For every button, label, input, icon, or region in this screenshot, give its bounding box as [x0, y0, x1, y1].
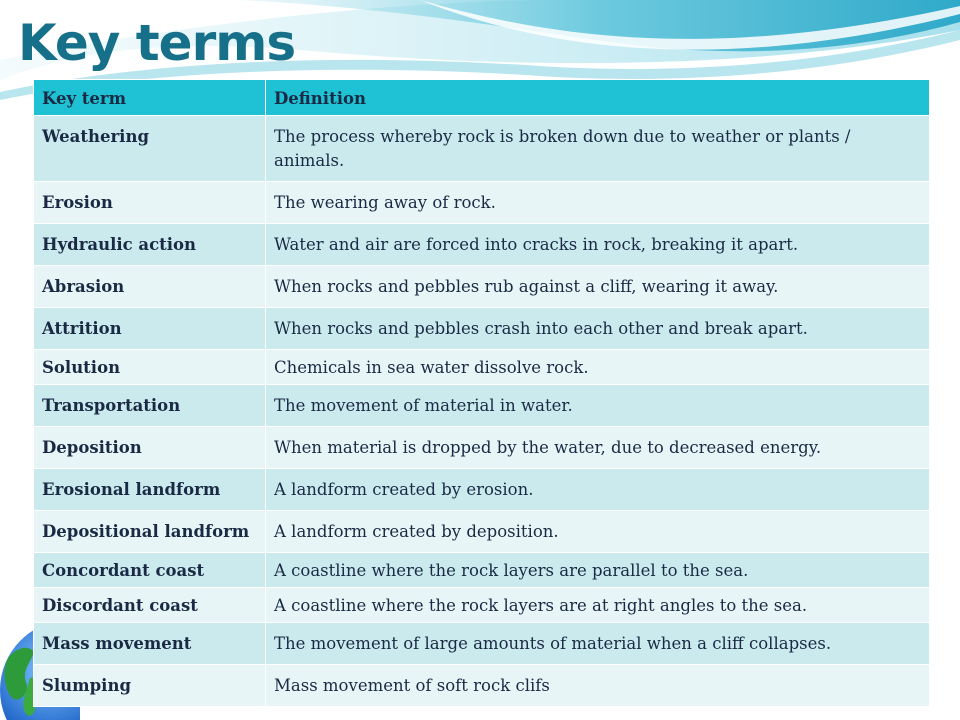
table-row: [34, 553, 930, 588]
definition-cell: Chemicals in sea water dissolve rock.: [266, 350, 930, 385]
term-cell: Weathering: [34, 116, 266, 182]
table-row: [34, 116, 930, 182]
definition-cell: A landform created by erosion.: [266, 469, 930, 511]
definition-cell: When rocks and pebbles rub against a cliff, wearing it away.: [266, 266, 930, 308]
table-row: [34, 623, 930, 665]
table-row: [34, 266, 930, 308]
table-row: [34, 224, 930, 266]
term-cell: Deposition: [34, 427, 266, 469]
term-cell: Depositional landform: [34, 511, 266, 553]
term-cell: Attrition: [34, 308, 266, 350]
term-cell: Mass movement: [34, 623, 266, 665]
definition-cell: Mass movement of soft rock clifs: [266, 665, 930, 707]
table-row: [34, 427, 930, 469]
definition-cell: When rocks and pebbles crash into each other and break apart.: [266, 308, 930, 350]
column-header-definition: Definition: [266, 80, 930, 116]
term-cell: Solution: [34, 350, 266, 385]
definition-cell: A landform created by deposition.: [266, 511, 930, 553]
table-row: [34, 469, 930, 511]
term-cell: Erosion: [34, 182, 266, 224]
key-terms-table: [33, 79, 930, 707]
table-row: [34, 665, 930, 707]
table-row: [34, 182, 930, 224]
term-cell: Transportation: [34, 385, 266, 427]
table-row: [34, 350, 930, 385]
table-row: [34, 511, 930, 553]
definition-cell: The wearing away of rock.: [266, 182, 930, 224]
definition-cell: A coastline where the rock layers are parallel to the sea.: [266, 553, 930, 588]
table-row: [34, 385, 930, 427]
term-cell: Discordant coast: [34, 588, 266, 623]
term-cell: Concordant coast: [34, 553, 266, 588]
definition-cell: The movement of large amounts of material when a cliff collapses.: [266, 623, 930, 665]
definition-cell: When material is dropped by the water, due to decreased energy.: [266, 427, 930, 469]
table-row: [34, 308, 930, 350]
table-header-row: [34, 80, 930, 116]
term-cell: Hydraulic action: [34, 224, 266, 266]
definition-cell: A coastline where the rock layers are at right angles to the sea.: [266, 588, 930, 623]
page-title: Key terms: [18, 14, 296, 72]
definition-cell: Water and air are forced into cracks in rock, breaking it apart.: [266, 224, 930, 266]
definition-cell: The movement of material in water.: [266, 385, 930, 427]
table-row: [34, 588, 930, 623]
column-header-key-term: Key term: [34, 80, 266, 116]
term-cell: Erosional landform: [34, 469, 266, 511]
definition-cell: The process whereby rock is broken down due to weather or plants / animals.: [266, 116, 930, 182]
term-cell: Slumping: [34, 665, 266, 707]
term-cell: Abrasion: [34, 266, 266, 308]
